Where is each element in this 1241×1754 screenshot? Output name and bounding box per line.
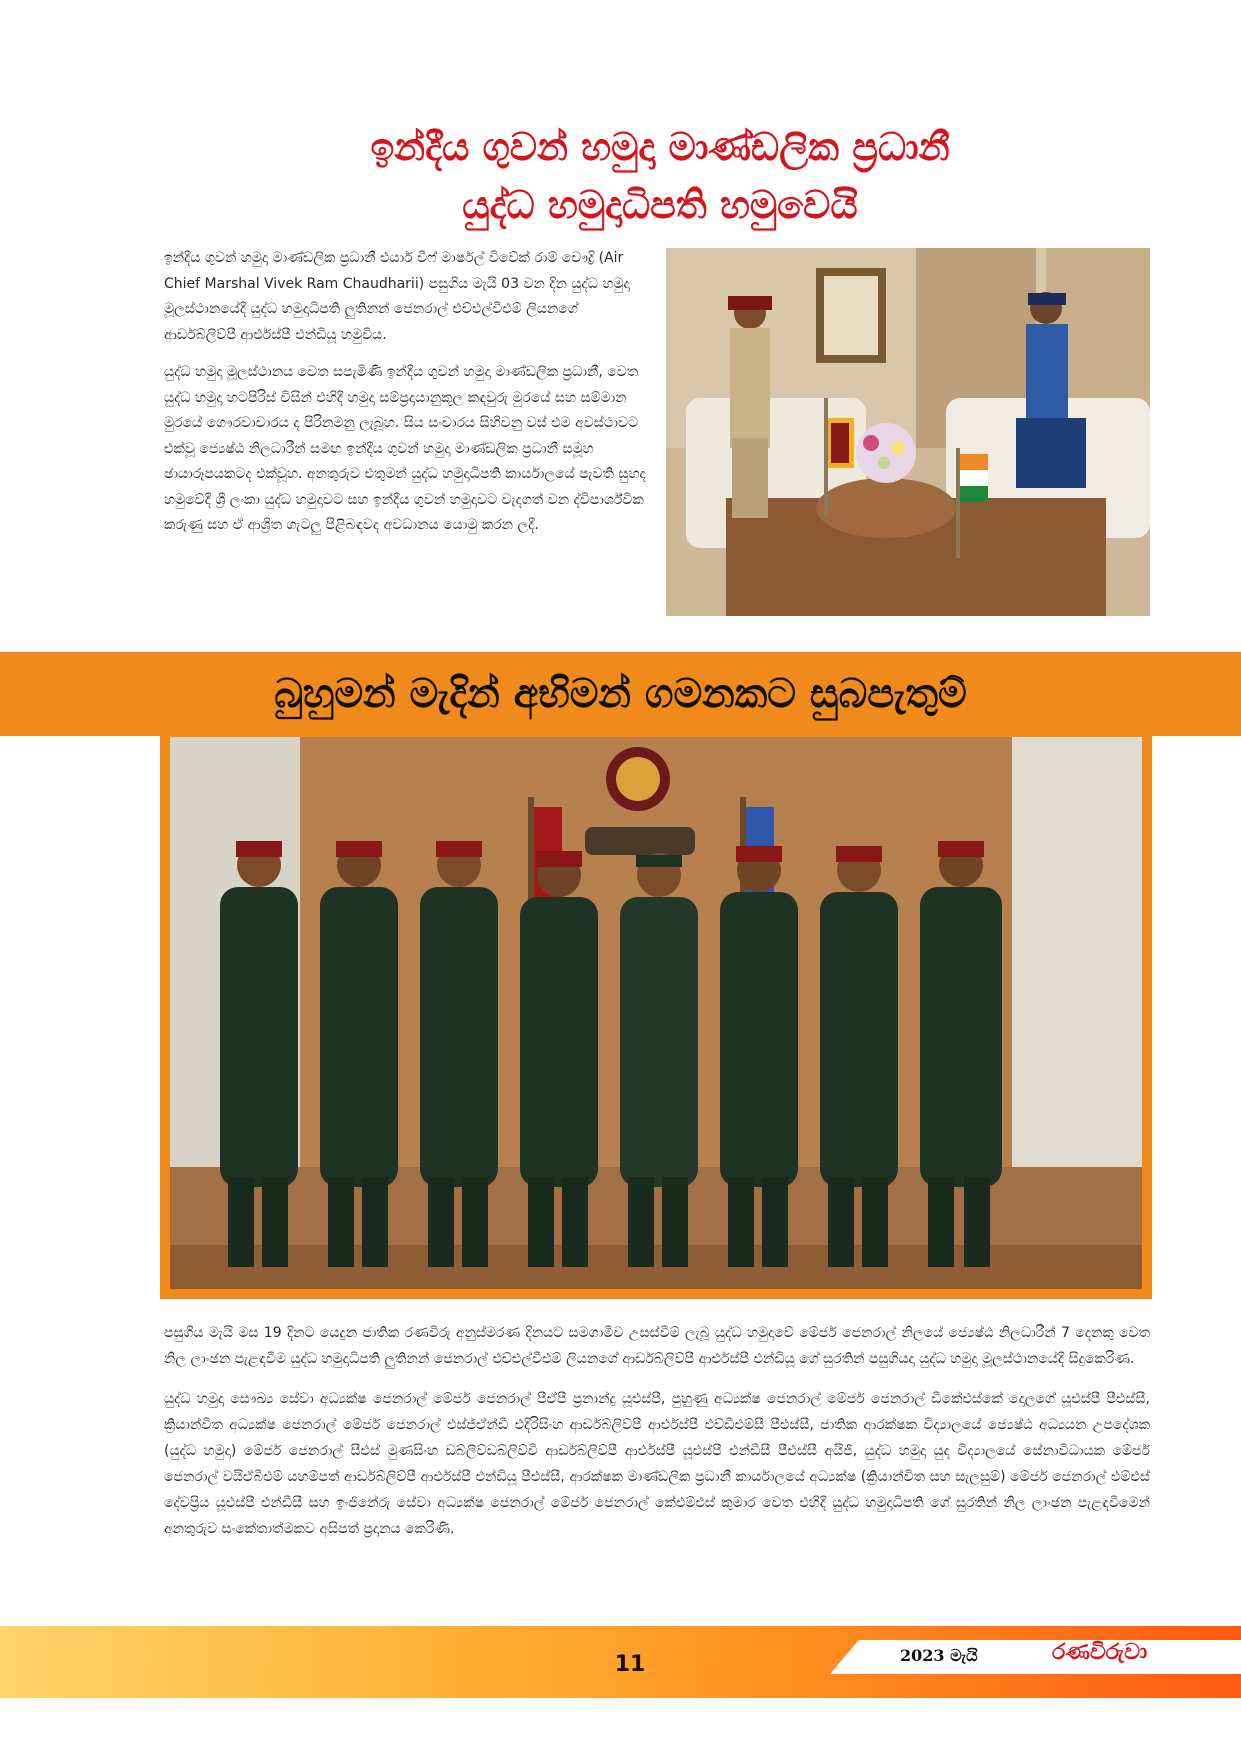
meeting-photo [666,248,1150,616]
article-paragraph-1: ඉන්දීය ගුවන් හමුදා මාණ්ඩලික ප්‍රධානී එයාර් චීෆ් මාර්ෂල් විවේක් රාම් චෞද්‍රි (Air Chief Marshal Vivek Ram Chaudharii) පසුගිය මැයි 03 වන දින යුද්ධ හමුදා මූලස්ථානයේදී යුද්ධ හමුදාධිපති ලුතිනන් ජෙනරාල් එච්එල්වීඑම් ලියනගේ ආර්ඩබ්ලිව්පී ආර්එස්පී එන්ඩියූ හමුවිය. [164,250,630,343]
headline-line-2: යුද්ධ හමුදාධිපති හමුවෙයි [462,183,858,227]
section-banner [0,652,1241,736]
group-photo [170,737,1142,1289]
group-photo-frame [160,733,1152,1299]
article-headline [300,118,1020,234]
page-number: 11 [614,1652,646,1677]
issue-date: 2023 මැයි [900,1646,978,1665]
group-photo-illustration [170,737,1142,1289]
group-photo-caption [164,1320,1150,1556]
article-paragraph-2: යුද්ධ හමුදා මූලස්ථානය වෙත සපැමිණි ඉන්දීය ගුවන් හමුදා මාණ්ඩලික ප්‍රධානී, වෙත යුද්ධ හමුදා හටපිරිස් විසින් එහිදී හමුදා සම්ප්‍රදායානුකූල කඳවුරු මුරයේ සහ සම්මාන මුරයේ ගෞරවාචාරය ද පිරිනමනු ලැබූහ. සිය සංචාරය සිහිවනු වස් එම අවස්ථාවට එක්වූ ජ්‍යෙෂ්ඨ නිලධාරීන් සමඟ ඉන්දීය ගුවන් හමුදා මාණ්ඩලික ප්‍රධානී සමූහ ඡායාරූපයකටද එක්වූහ. අනතුරුව එතුමන් යුද්ධ හමුදාධිපති කාර්යාලයේ පැවති සුහද හමුවේදී ශ්‍රී ලංකා යුද්ධ හමුදාවට සහ ඉන්දීය ගුවන් හමුදාවට වැදගත් වන ද්විපාර්ශ්වික කරුණු සහ ඒ ආශ්‍රිත ගැටලු පිළිබඳවද අවධානය යොමු කරන ලදී. [164,364,646,533]
meeting-photo-illustration [666,248,1150,616]
article-body [164,246,650,551]
headline-line-1: ඉන්දීය ගුවන් හමුදා මාණ්ඩලික ප්‍රධානී [370,125,950,169]
caption-paragraph-1: පසුගිය මැයි මස 19 දිනට යෙදුන ජාතික රණවිරු අනුස්මරණ දිනයට සමගාමීව උසස්වීම් ලැබූ යුද්ධ හමුදාවේ මේජර් ජෙනරාල් නිලයේ ජ්‍යෙෂ්ඨ නිලධාරීන් 7 දෙනකු වෙත නිල ලාංඡන පැළඳවීම යුද්ධ හමුදාධිපති ලුතිනන් ජෙනරාල් එච්එල්වීඑම් ලියනගේ ආර්ඩබ්ලිව්පී ආර්එස්පී එන්ඩියූ ගේ සුරතින් පසුගියදා යුද්ධ හමුදා මූලස්ථානයේදී සිදුකෙරිණ. [164,1325,1150,1367]
caption-paragraph-2: යුද්ධ හමුදා සෞඛ්‍ය සේවා අධ්‍යක්ෂ ජෙනරාල් මේජර් ජෙනරාල් පීඒපී ප්‍රනාන්දු යූඑස්පී, පුහුණු අධ්‍යක්ෂ ජෙනරාල් මේජර් ජෙනරාල් ඩීකේඑස්කේ දොලගේ යූඑස්පී පීඑස්සී, ක්‍රියාන්විත අධ්‍යක්ෂ ජෙනරාල් මේජර් ජෙනරාල් එස්ජ්ඒන්ඩී එදිරිසිංහ ආර්ඩබ්ලිව්පී ආර්එස්පී එච්ඩීඑම්සී පීඑස්සී, ජාතික ආරක්ෂක විද්‍යාලයේ ජ්‍යෙෂ්ඨ අධ්‍යයන උපදේශක (යුද්ධ හමුදා) මේජර් ජෙනරාල් සීඑස් මුණසිංහ ඩබ්ලිව්ඩබ්ලිව්වී ආර්ඩබ්ලිව්පී ආර්එස්පී යූඑස්පී එන්ඩීසී පීඑස්සී අයිජී, යුද්ධ හමුදා යුද විද්‍යාලයේ සේනාවිධායක මේජර් ජෙනරාල් වයිඒබීඑම් යහම්පත් ආර්ඩබ්ලිව්පී ආර්එස්පී එන්ඩියූ පීඑස්සී, ආරක්ෂක මාණ්ඩලික ප්‍රධානී කාර්යාලයේ අධ්‍යක්ෂ (ක්‍රියාන්විත සහ සැලසුම්) මේජර් ජෙනරාල් එම්එස් දේවප්‍රිය යූඑස්පී එන්ඩීසී සහ ඉංජිනේරු සේවා අධ්‍යක්ෂ ජෙනරාල් මේජර් ජෙනරාල් කේඑම්එස් කුමාර වෙත එහිදී යුද්ධ හමුදාධිපති ගේ සුරතින් නිල ලාංඡන පැළඳවීමෙන් අනතුරුව සංකේතාත්මකව අසිපත් ප්‍රදානය කෙරිණි. [164,1391,1150,1537]
magazine-name: රණවිරුවා [1052,1640,1148,1665]
banner-title: බුහුමන් මැදින් අභිමන් ගමනකට සුබපැතුම් [274,671,967,717]
